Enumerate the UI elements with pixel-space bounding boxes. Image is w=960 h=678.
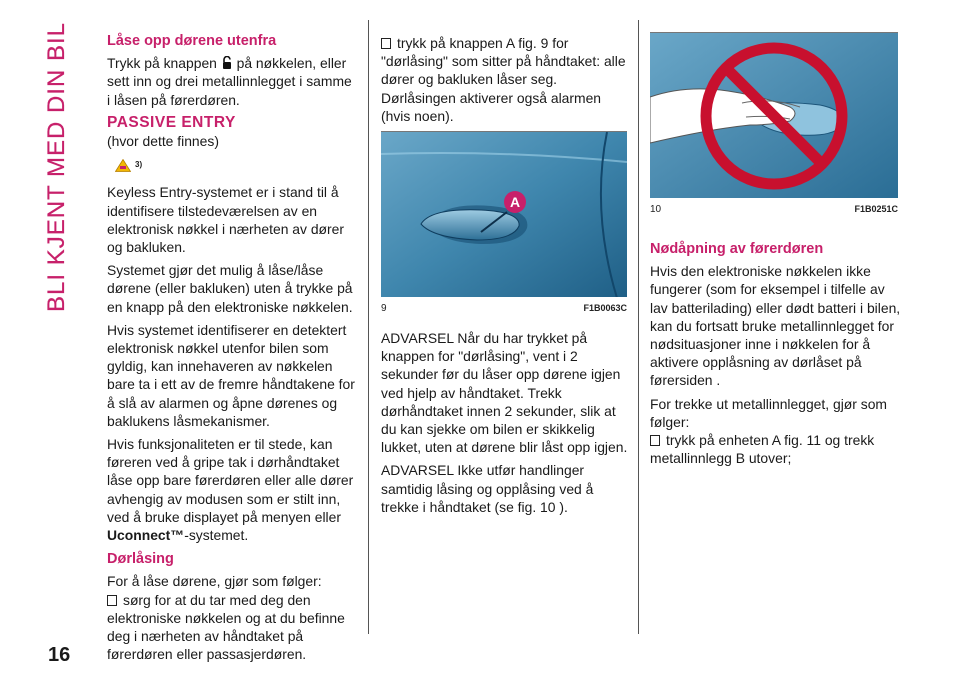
emergency-bullet-text: trykk på enheten A fig. 11 og trekk metallinnlegg B utover; [650,432,875,467]
figure-10-caption [650,198,898,215]
checkbox-bullet-icon [381,38,391,49]
paragraph: Hvis systemet identifiserer en detektert elektronisk nøkkel utenfor bilen som gyldig, kan innehaveren av nøkkelen bare ta i ett av de fremre håndtakene for å slå av alarmen og åpne dørenes og baklukens låsmekanismer. [107,321,355,429]
figure-code: F1B0251C [854,204,898,214]
uconnect-label: Uconnect™ [107,527,185,544]
column-2-warnings [381,329,631,521]
paragraph [107,435,357,544]
heading-door-locking: Dørlåsing [107,551,174,568]
column-1 [107,32,357,664]
paragraph-text: Hvis funksjonaliteten er til stede, kan føreren ved å gripe tak i dørhåndtaket låse opp bare førerdøren eller alle dører avhengig av modusen som er stilt inn, ved å bruke displayet på menyen eller [107,436,354,525]
figure-number: 9 [381,303,387,314]
figure-number: 10 [650,204,662,215]
lock-intro: For å låse dørene, gjør som følger: [107,573,322,590]
column-2 [381,34,631,125]
column-divider [368,20,369,634]
chapter-title-text: BLI KJENT MED DIN BIL [43,22,70,312]
figure-9-caption [381,297,627,314]
checkbox-bullet-icon [107,595,117,606]
emergency-bullet [650,431,902,467]
figure-code: F1B0063C [583,303,627,313]
heading-unlock-outside: Låse opp dørene utenfra [107,33,277,49]
lock-bullet-text: sørg for at du tar med deg den elektroniske nøkkelen og at du befinne deg i nærheten av håndtaket på førerdøren eller passasjerdøren. [107,591,345,663]
paragraph: Hvis den elektroniske nøkkelen ikke fungerer (som for eksempel i tilfelle av lav batterilading) eller dødt batteri i bilen, kan du fortsatt bruke metallinnlegget for nødsituasjoner inne i nøkkelen for å aktivere opplåsning av dørlåset på førersiden . [650,263,901,389]
heading-emergency-open: Nødåpning av førerdøren [650,241,824,257]
lock-bullet [107,591,357,664]
checkbox-bullet-icon [650,435,660,446]
figure-9-image [381,131,627,297]
door-handle-illustration [381,132,627,297]
column-3 [650,240,902,467]
passive-entry-subtitle: (hvor dette finnes) [107,133,219,150]
heading-passive-entry: PASSIVE ENTRY [107,113,236,131]
warning-reference [115,156,357,174]
unlock-text-b: på nøkkelen, eller sett inn og drei metallinnlegget i samme i låsen på førerdøren. [107,55,352,108]
chapter-side-title [40,22,74,312]
unlock-text-a: Trykk på knappen [107,55,217,72]
figure-label-A: A [509,194,521,210]
figure-9 [381,131,627,321]
warning-paragraph: ADVARSEL Ikke utfør handlinger samtidig låsing og opplåsing ved å trekke i håndtaket (se fig. 10 ). [381,462,594,515]
paragraph-unlock-outside [107,54,357,109]
figure-10 [650,32,898,222]
figure-10-image [650,32,898,198]
paragraph: Systemet gjør det mulig å låse/låse dørene (eller bakluken) uten å trykke på en knapp på den elektroniske nøkkelen. [107,262,353,315]
warning-paragraph: ADVARSEL Når du har trykket på knappen for "dørlåsing", vent i 2 sekunder før du låser opp dørene igjen ved hjelp av håndtaket. Trekk dørhåndtaket innen 2 sekunder, slik at du kan sjekke om bilen er skikkelig lukket, uten at dørene blir låst opp igjen. [381,330,628,456]
no-handle-action-illustration [650,33,898,198]
paragraph-text-end: -systemet. [184,527,249,544]
key-unlock-icon [222,56,232,70]
warning-ref-number: 3) [135,160,143,170]
page-number: 16 [48,644,71,666]
lock-button-bullet [381,34,631,125]
lock-button-bullet-text: trykk på knappen A fig. 9 for "dørlåsing" som sitter på håndtaket: alle dører og bakluken låser seg. Dørlåsingen aktiverer også alarmen (hvis noen). [381,35,626,124]
paragraph: For trekke ut metallinnlegget, gjør som følger: [650,395,888,430]
column-divider [638,20,639,634]
warning-icon [115,159,131,172]
paragraph: Keyless Entry-systemet er i stand til å identifisere tilstedeværelsen av en elektronisk nøkkel i nærheten av dører og bakluken. [107,184,345,256]
